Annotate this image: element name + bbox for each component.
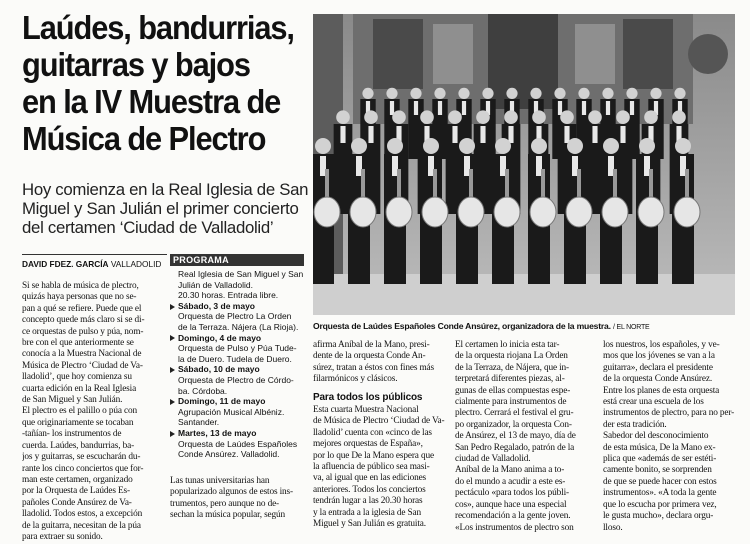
- text-line: cuarta edición en la Real Iglesia: [22, 383, 137, 394]
- program-entry-line: de la Terraza. Nájera (La Rioja).: [178, 321, 299, 332]
- program-date-label: Domingo, 4 de mayo: [178, 332, 262, 343]
- orchestra-photo: [313, 14, 735, 315]
- triangle-bullet-icon: [170, 431, 175, 437]
- text-line: tendrán lugar a las 20.30 horas: [313, 496, 423, 507]
- text-line: de Música de Plectro ‘Ciudad de Va-: [313, 416, 445, 427]
- byline-author: DAVID FDEZ. GARCÍA: [22, 259, 109, 269]
- program-title: PROGRAMA: [170, 254, 304, 266]
- byline: [22, 259, 161, 269]
- text-line: plectro. Cerrará el festival el gru-: [455, 408, 574, 419]
- text-line: cos», aunque hace una especial: [455, 499, 567, 510]
- text-line: le gusta mucho», declara orgu-: [603, 511, 714, 522]
- text-line: súrez, tratan a éstos con fines más: [313, 362, 434, 373]
- article-column-1: [22, 281, 164, 543]
- text-line: que originariamente se tocaban: [22, 417, 134, 428]
- text-line: po organizador, la orquesta Con-: [455, 419, 572, 430]
- text-line: mejores orquestas de España»,: [313, 439, 423, 450]
- text-line: instrumentos de plectro, para no per-: [603, 408, 735, 419]
- text-line: los nuestros, los españoles, y ve-: [603, 340, 720, 350]
- subheadline-line: del certamen ‘Ciudad de Valladolid’: [22, 218, 274, 237]
- triangle-bullet-icon: [170, 335, 175, 341]
- text-line: y la entrada a la iglesia de San: [313, 507, 422, 518]
- triangle-bullet-icon: [170, 399, 175, 405]
- text-line: la afluencia de público sea masi-: [313, 462, 430, 473]
- article-column-3: [313, 340, 447, 531]
- text-line: Esta cuarta Muestra Nacional: [313, 405, 419, 416]
- program-date: [170, 428, 304, 439]
- text-line: ciudad de Valladolid.: [455, 454, 531, 465]
- program-entry-line: Orquesta de Plectro de Córdo-: [178, 374, 294, 385]
- program-date: [170, 364, 304, 375]
- text-line: pectáculo «para todos los públi-: [455, 488, 569, 499]
- text-line: filarmónicos y clásicos.: [313, 374, 398, 385]
- text-line: de la orquesta Conde Ansúrez.: [603, 374, 712, 385]
- text-line: quizás haya personas que no se-: [22, 292, 137, 303]
- article-column-4: [455, 340, 593, 534]
- text-line: lladolid’, que hoy comienza su: [22, 372, 132, 383]
- photo-credit: / EL NORTE: [613, 324, 650, 331]
- program-date: [170, 333, 304, 344]
- text-line: cuerda. Laúdes, bandurrias, ba-: [22, 440, 135, 451]
- text-line: El certamen lo inicia esta tar-: [455, 340, 560, 350]
- text-line: Las tunas universitarias han: [170, 476, 270, 486]
- text-line: mos que los jóvenes se van a la: [603, 351, 715, 362]
- program-entry-line: ba. Córdoba.: [178, 385, 228, 396]
- text-line: Entre los planes de esta orquesta: [603, 385, 720, 396]
- text-line: -tañían- los instrumentos de: [22, 429, 122, 440]
- text-line: El plectro es el palillo o púa con: [22, 406, 137, 417]
- photo-caption: [313, 321, 743, 331]
- article-column-2: [170, 476, 304, 522]
- text-line: de la orquesta riojana La Orden: [455, 351, 568, 362]
- program-entry-line: la de Duero. Tudela de Duero.: [178, 353, 292, 364]
- text-line: de la guitarra, necesitan de la púa: [22, 520, 141, 531]
- headline: [22, 10, 304, 158]
- program-date-label: Martes, 13 de mayo: [178, 427, 257, 438]
- text-line: anteriores. Todos los conciertos: [313, 484, 426, 495]
- headline-line: Música de Plectro: [22, 121, 266, 158]
- text-line: que lo escucha por primera vez,: [603, 499, 717, 510]
- byline-rule: [22, 254, 167, 255]
- text-line: por lo que De la Mano espera que: [313, 450, 434, 461]
- text-line: pañoles Conde Ansúrez de Va-: [22, 497, 132, 508]
- program-box: [170, 254, 304, 460]
- text-line: va, al igual que en las ediciones: [313, 473, 427, 484]
- text-line: de Ansúrez, el 13 de mayo, día de: [455, 431, 576, 442]
- text-line: popularizado algunos de estos ins-: [170, 487, 293, 498]
- orchestra-photo-image: [313, 14, 735, 315]
- subheadline-line: Miguel y San Julián el primer concierto: [22, 199, 299, 218]
- text-line: Sabedor del desconocimiento: [603, 431, 709, 442]
- text-line: por la Orquesta de Laúdes Es-: [22, 486, 130, 497]
- text-line: jos y guitarras, se escucharán du-: [22, 452, 141, 463]
- text-line: de que se puede hacer con estos: [603, 476, 717, 487]
- text-line: de esta música, De la Mano ex-: [603, 442, 716, 453]
- text-line: está crear una escuela de los: [603, 397, 704, 408]
- article-column-5: [603, 340, 741, 534]
- program-entry-line: Agrupación Musical Albéniz.: [178, 406, 285, 417]
- program-entry-line: Orquesta de Laúdes Españoles: [178, 438, 298, 449]
- text-line: concepto quede más claro si se di-: [22, 315, 145, 326]
- text-line: instrumentos». «A toda la gente: [603, 488, 717, 499]
- text-line: recomendación a la gente joven.: [455, 511, 571, 522]
- text-line: lloso.: [603, 522, 623, 533]
- text-line: lladolid. Todos estos, a excepción: [22, 509, 143, 520]
- text-line: afirma Aníbal de la Mano, presi-: [313, 340, 430, 350]
- text-line: rante los cinco conciertos que for-: [22, 463, 144, 474]
- triangle-bullet-icon: [170, 367, 175, 373]
- text-line: Aníbal de la Mano anima a to-: [455, 465, 565, 476]
- program-intro-line: Real Iglesia de San Miguel y San: [178, 269, 304, 279]
- text-line: plica que «además de ser estéti-: [603, 454, 717, 465]
- text-line: der esta tradición.: [603, 419, 667, 430]
- program-intro-line: 20.30 horas. Entrada libre.: [178, 290, 279, 301]
- text-line: do el mundo a acudir a este es-: [455, 476, 566, 487]
- program-intro-line: Julián de Valladolid.: [178, 279, 253, 290]
- program-entry-line: Orquesta de Pulso y Púa Tude-: [178, 343, 297, 354]
- text-line: pan a qué se refiere. Puede que el: [22, 303, 142, 314]
- photo-caption-text: Orquesta de Laúdes Españoles Conde Ansúrez, organizadora de la muestra.: [313, 321, 611, 331]
- text-line: camente bonito, se sorprenden: [603, 465, 712, 476]
- program-date: [170, 396, 304, 407]
- text-line: cialmente para instrumentos de: [455, 397, 567, 408]
- subheadline: [22, 180, 322, 237]
- program-list: [170, 269, 304, 460]
- text-line: Si se habla de música de plectro,: [22, 281, 139, 291]
- headline-line: Laúdes, bandurrias,: [22, 10, 294, 47]
- text-line: man este certamen, organizado: [22, 474, 133, 485]
- text-line: de San Miguel y San Julián.: [22, 395, 123, 406]
- text-line: de la Terraza, de Nájera, que in-: [455, 362, 569, 373]
- program-date-label: Sábado, 10 de mayo: [178, 364, 260, 375]
- text-line: guitarra», declara el presidente: [603, 362, 713, 373]
- program-entry-line: Conde Ansúrez. Valladolid.: [178, 449, 280, 460]
- text-line: ce orquestas de pulso y púa, nom-: [22, 326, 144, 337]
- program-date-label: Sábado, 3 de mayo: [178, 300, 255, 311]
- text-line: Miguel y San Julián es gratuita.: [313, 519, 426, 530]
- text-line: Música de Plectro ‘Ciudad de Va-: [22, 360, 143, 371]
- text-line: bre con el que anteriormente se: [22, 338, 134, 349]
- program-date: [170, 301, 304, 312]
- text-line: sechan la música popular, según: [170, 510, 286, 521]
- headline-line: en la IV Muestra de: [22, 84, 281, 121]
- program-entry-line: Orquesta de Plectro La Orden: [178, 311, 292, 322]
- byline-place: VALLADOLID: [110, 259, 162, 269]
- triangle-bullet-icon: [170, 304, 175, 310]
- text-line: «Los instrumentos de plectro son: [455, 522, 574, 533]
- subheadline-line: Hoy comienza en la Real Iglesia de San: [22, 180, 309, 199]
- text-line: trumentos, pero aunque no de-: [170, 498, 279, 509]
- program-entry-line: Santander.: [178, 417, 220, 428]
- text-line: para extraer su sonido.: [22, 531, 103, 542]
- text-line: gunas de ellas compuestas espe-: [455, 385, 571, 396]
- section-subhead: Para todos los públicos: [313, 391, 423, 403]
- program-date-label: Domingo, 11 de mayo: [178, 396, 266, 407]
- text-line: dente de la orquesta Conde An-: [313, 351, 426, 362]
- text-line: conocía a la Muestra Nacional de: [22, 349, 142, 360]
- text-line: terpretará diferentes piezas, al-: [455, 374, 565, 385]
- text-line: lladolid’ cuenta con «cinco de las: [313, 427, 432, 438]
- headline-line: guitarras y bajos: [22, 47, 250, 84]
- text-line: San Pedro Regalado, patrón de la: [455, 442, 575, 453]
